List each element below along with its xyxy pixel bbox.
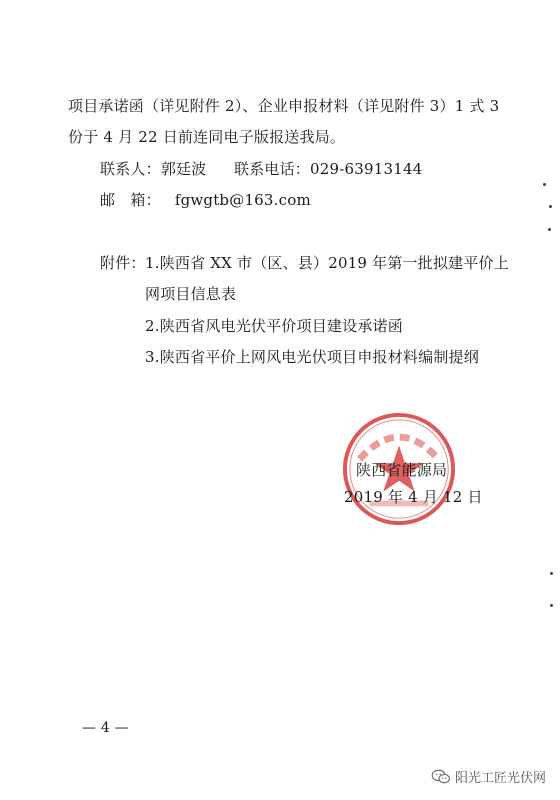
scan-speck <box>549 205 552 208</box>
contact-email-address: fgwgtb@163.com <box>174 191 311 209</box>
signature-org: 陕西省能源局 <box>356 461 448 479</box>
scan-speck <box>543 183 546 186</box>
scan-speck <box>548 228 551 231</box>
page-number: — 4 — <box>82 720 129 736</box>
body-line-2: 份于 4 月 22 日前连同电子版报送我局。 <box>68 128 346 146</box>
attachment-item-3: 3.陕西省平价上网风电光伏项目申报材料编制提纲 <box>145 348 479 366</box>
attachment-item-1-cont: 网项目信息表 <box>145 285 237 303</box>
contact-phone <box>234 158 422 179</box>
attachment-item-1: 1.陕西省 XX 市（区、县）2019 年第一批拟建平价上 <box>145 254 509 272</box>
watermark <box>431 767 546 786</box>
contact-email <box>100 189 311 210</box>
contact-person-label: 联系人： <box>100 160 161 178</box>
attachments-label: 附件： <box>100 254 146 272</box>
attachment-item-2: 2.陕西省风电光伏平价项目建设承诺函 <box>145 317 403 335</box>
signature-date: 2019 年 4 月 12 日 <box>344 488 483 506</box>
scan-speck <box>550 572 553 575</box>
contact-person-name: 郭廷波 <box>160 160 207 178</box>
watermark-text: 阳光工匠光伏网 <box>454 771 546 786</box>
wechat-icon <box>431 769 451 785</box>
contact-phone-number: 029-63913144 <box>310 160 423 178</box>
contact-phone-label: 联系电话： <box>234 160 311 178</box>
contact-email-label: 邮 箱： <box>100 191 161 209</box>
body-line-1: 项目承诺函（详见附件 2）、企业申报材料（详见附件 3）1 式 3 <box>68 97 500 115</box>
contact-person <box>100 158 206 179</box>
scan-speck <box>550 604 553 607</box>
